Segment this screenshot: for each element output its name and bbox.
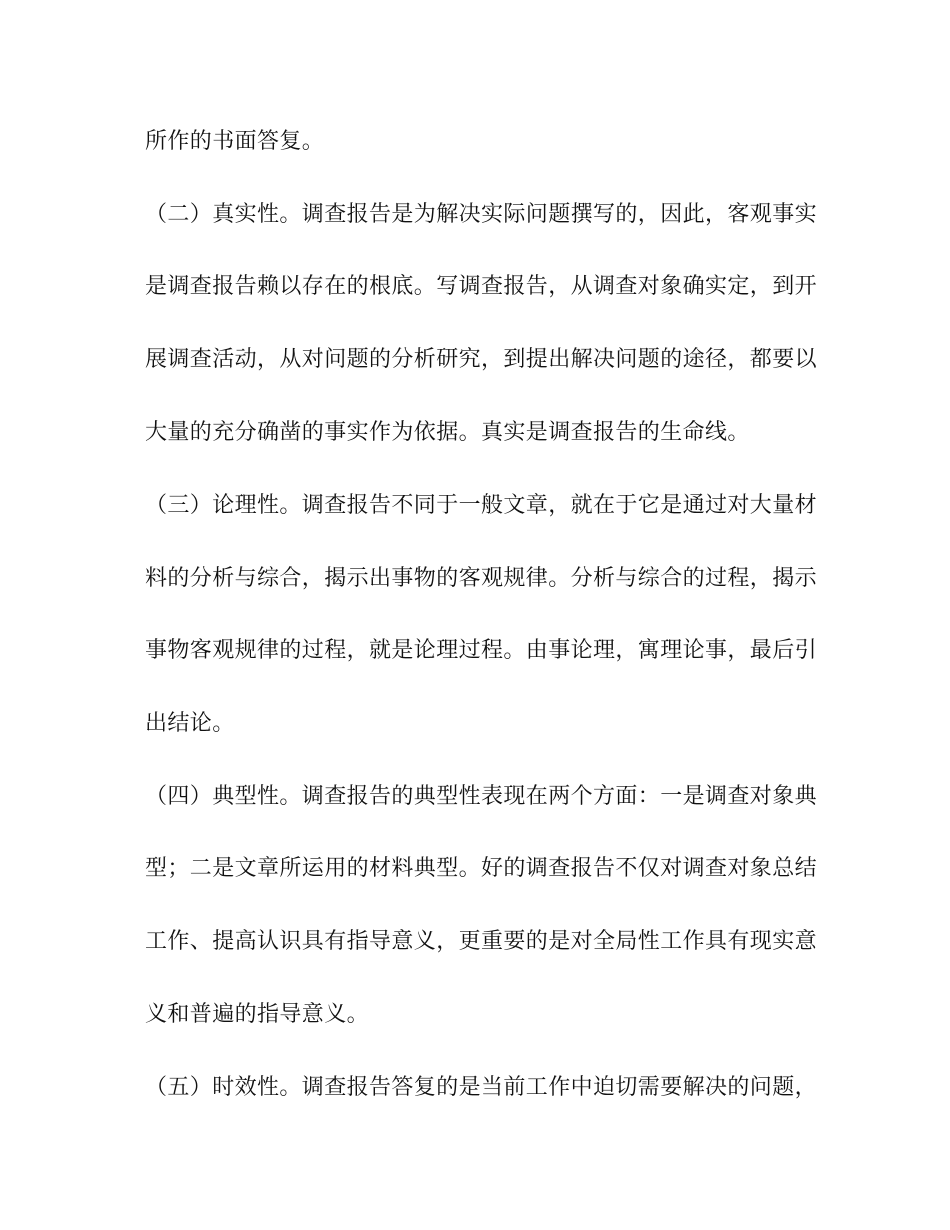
text-line: （五）时效性。调查报告答复的是当前工作中迫切需要解决的问题， xyxy=(145,1075,818,1100)
text-line: （三）论理性。调查报告不同于一般文章，就在于它是通过对大量材 xyxy=(145,493,818,518)
text-line: 料的分析与综合，揭示出事物的客观规律。分析与综合的过程，揭示 xyxy=(145,566,818,591)
text-line: 事物客观规律的过程，就是论理过程。由事论理，寓理论事，最后引 xyxy=(145,638,818,663)
text-line: （四）典型性。调查报告的典型性表现在两个方面：一是调查对象典 xyxy=(145,784,818,809)
text-line: 义和普遍的指导意义。 xyxy=(145,1002,370,1027)
text-line: （二）真实性。调查报告是为解决实际问题撰写的，因此，客观事实 xyxy=(145,202,818,227)
text-line: 所作的书面答复。 xyxy=(145,129,325,154)
text-line: 出结论。 xyxy=(145,711,235,736)
text-line: 展调查活动，从对问题的分析研究，到提出解决问题的途径，都要以 xyxy=(145,347,818,372)
text-line: 型；二是文章所运用的材料典型。好的调查报告不仅对调查对象总结 xyxy=(145,856,818,881)
text-line: 是调查报告赖以存在的根底。写调查报告，从调查对象确实定，到开 xyxy=(145,274,818,299)
text-line: 工作、提高认识具有指导意义，更重要的是对全局性工作具有现实意 xyxy=(145,929,818,954)
text-line: 大量的充分确凿的事实作为依据。真实是调查报告的生命线。 xyxy=(145,420,750,445)
